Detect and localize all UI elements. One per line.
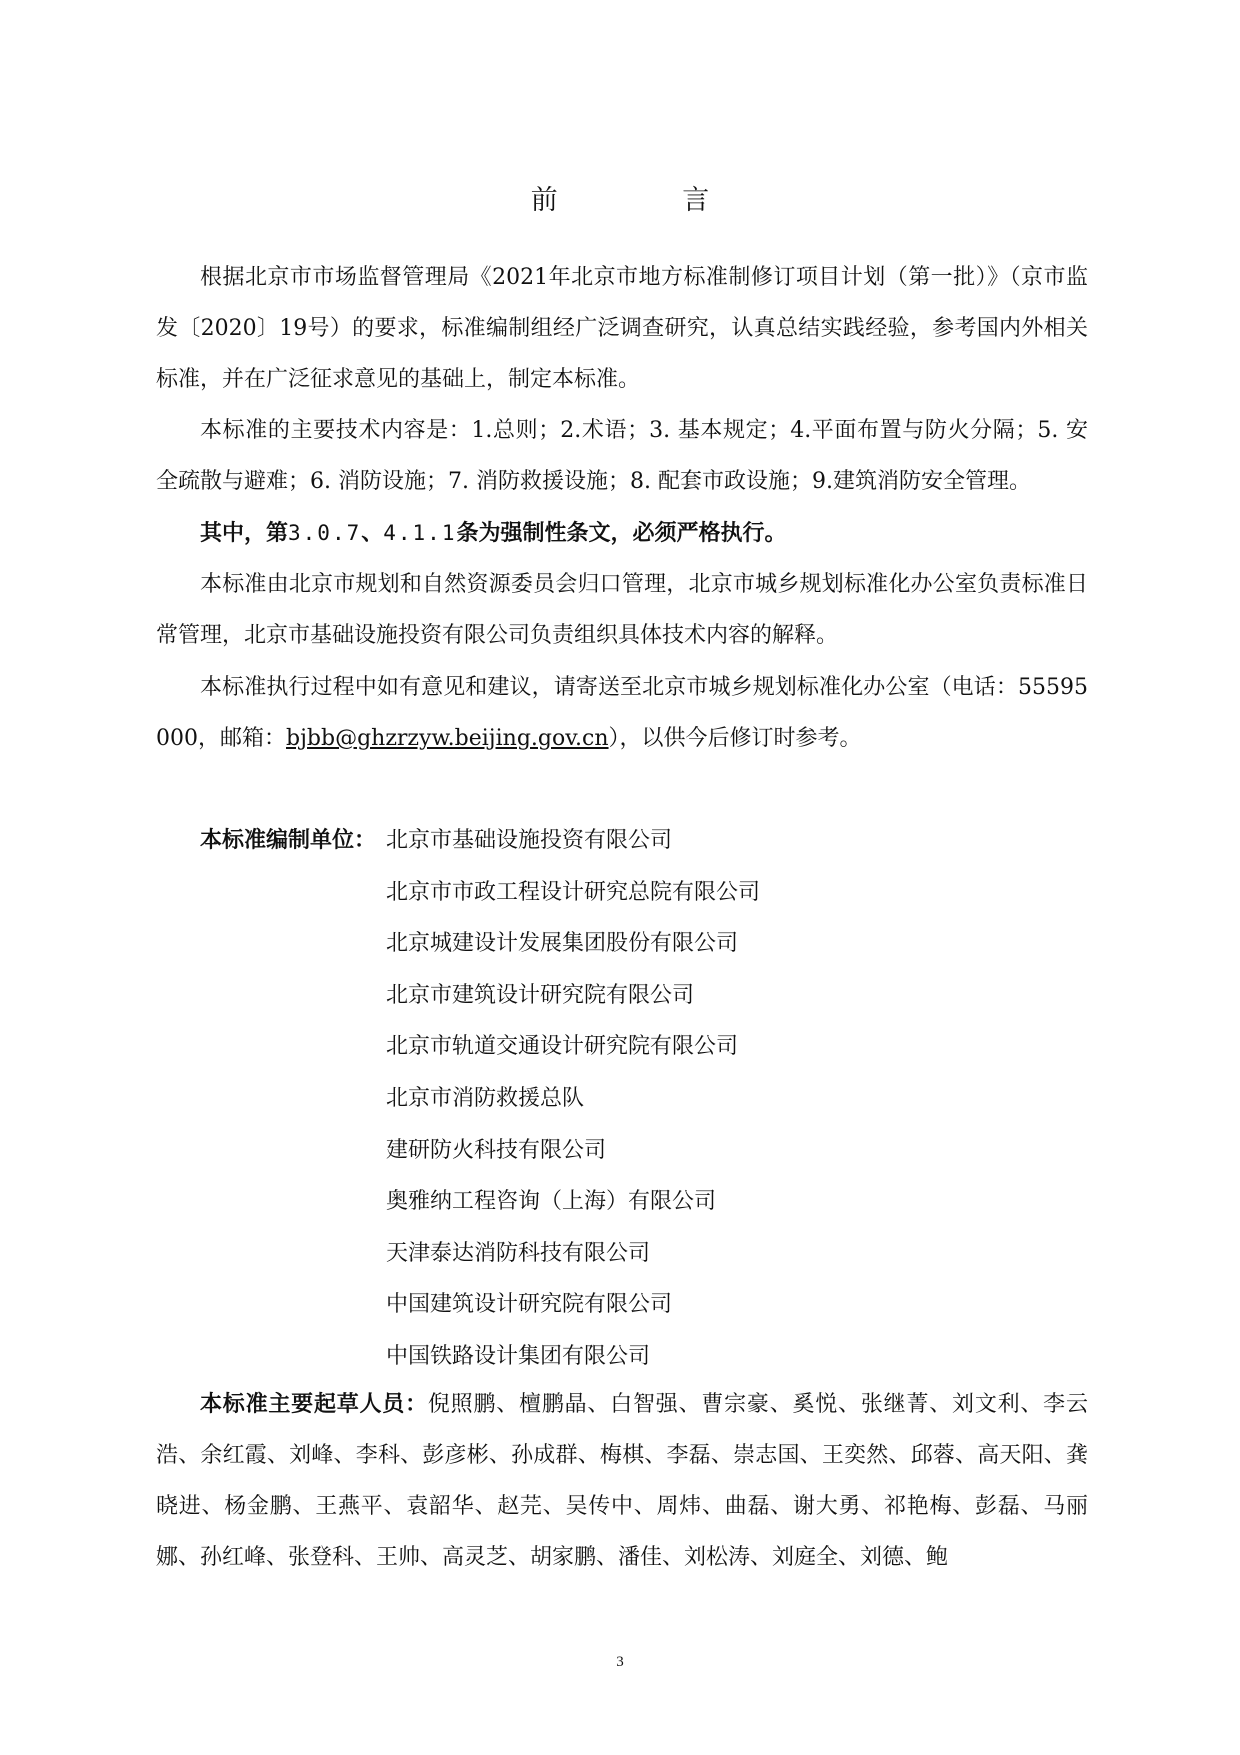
- list-item: 北京城建设计发展集团股份有限公司: [386, 931, 739, 957]
- list-item: 北京市基础设施投资有限公司: [386, 828, 673, 853]
- paragraph-management: 本标准由北京市规划和自然资源委员会归口管理，北京市城乡规划标准化办公室负责标准日常管理，北京市基础设施投资有限公司负责组织具体技术内容的解释。: [156, 572, 1088, 648]
- drafters-paragraph: [156, 1379, 1088, 1583]
- drafters-label: 本标准主要起草人员：: [200, 1391, 428, 1417]
- page-number: 3: [616, 1654, 624, 1670]
- paragraph-mandatory-clauses: [156, 508, 1088, 559]
- mandatory-suffix: 条为强制性条文，必须严格执行。: [456, 520, 787, 546]
- mandatory-prefix: 其中，第: [200, 520, 289, 546]
- list-item: 北京市建筑设计研究院有限公司: [386, 982, 695, 1008]
- drafting-units-label: 本标准编制单位：: [200, 827, 377, 853]
- drafters-names: 倪照鹏、檀鹏晶、白智强、曹宗豪、奚悦、张继菁、刘文利、李云浩、余红霞、刘峰、李科、彭彦彬、孙成群、梅棋、李磊、崇志国、王奕然、邱蓉、高天阳、龚晓进、杨金鹏、王燕平、袁韶华、赵芫、吴传中、周炜、曲磊、谢大勇、祁艳梅、彭磊、马丽娜、孙红峰、张登科、王帅、高灵芝、胡家鹏、潘佳、刘松涛、刘庭全、刘德、鲍: [156, 1392, 1088, 1570]
- email-link[interactable]: bjbb@ghzrzyw.beijing.gov.cn: [286, 726, 609, 751]
- list-item: 中国建筑设计研究院有限公司: [386, 1292, 673, 1318]
- drafting-units-list: [386, 815, 886, 1383]
- feedback-text-before: 本标准执行过程中如有意见和建议，请寄送至北京市城乡规划标准化办公室（电话：55595000，邮箱：: [156, 675, 1088, 751]
- list-item: 建研防火科技有限公司: [386, 1137, 607, 1163]
- paragraph-basis: 根据北京市市场监督管理局《2021年北京市地方标准制修订项目计划（第一批）》（京市监发〔2020〕19号）的要求，标准编制组经广泛调查研究，认真总结实践经验，参考国内外相关标准，并在广泛征求意见的基础上，制定本标准。: [156, 265, 1088, 392]
- page-title: 前 言: [530, 185, 768, 217]
- feedback-text-after: ），以供今后修订时参考。: [608, 726, 862, 751]
- list-item: 中国铁路设计集团有限公司: [386, 1343, 651, 1369]
- list-item: 天津泰达消防科技有限公司: [386, 1240, 651, 1266]
- list-item: 奥雅纳工程咨询（上海）有限公司: [386, 1189, 717, 1215]
- paragraph-main-content: 本标准的主要技术内容是：1.总则；2.术语；3. 基本规定；4.平面布置与防火分隔；5. 安全疏散与避难；6. 消防设施；7. 消防救援设施；8. 配套市政设施；9.建筑消防安全管理。: [156, 418, 1088, 494]
- clause-number-1: 3.0.7: [288, 521, 362, 545]
- list-item: 北京市轨道交通设计研究院有限公司: [386, 1034, 739, 1060]
- clause-separator: 、: [361, 520, 384, 546]
- clause-number-2: 4.1.1: [383, 521, 457, 545]
- list-item: 北京市市政工程设计研究总院有限公司: [386, 879, 761, 905]
- list-item: 北京市消防救援总队: [386, 1085, 585, 1111]
- paragraph-feedback: [156, 662, 1088, 764]
